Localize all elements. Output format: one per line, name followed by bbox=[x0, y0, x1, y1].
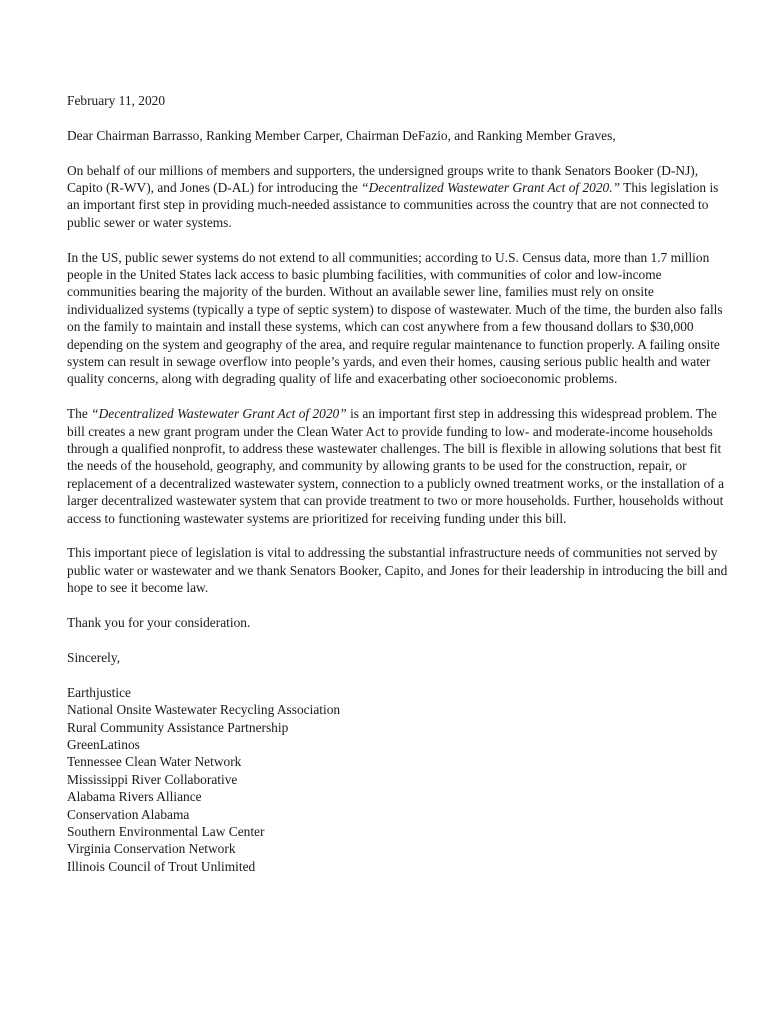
signatory-list bbox=[67, 684, 731, 875]
paragraph-intro-text-2: This legislation is an important first step in providing much-needed assistance to communities across the country that are not connected to public sewer or water systems. bbox=[67, 180, 719, 230]
bill-title: “Decentralized Wastewater Grant Act of 2020.” bbox=[361, 180, 621, 195]
signatory: Mississippi River Collaborative bbox=[67, 771, 238, 787]
signatory: GreenLatinos bbox=[67, 736, 140, 752]
paragraph-bill-details bbox=[67, 405, 731, 527]
paragraph-support: This important piece of legislation is vital to addressing the substantial infrastructure needs of communities not served by public water or wastewater and we thank Senators Booker, Capito, and Jones for their leadership in introducing the bill and hope to see it become law. bbox=[67, 545, 728, 596]
salutation: Dear Chairman Barrasso, Ranking Member Carper, Chairman DeFazio, and Ranking Member Graves, bbox=[67, 127, 616, 143]
letter-page bbox=[67, 92, 731, 875]
paragraph-intro-text: On behalf of our millions of members and supporters, the undersigned groups write to thank Senators Booker (D-NJ), Capito (R-WV), and Jones (D-AL) for introducing the bbox=[67, 162, 699, 195]
signatory: Earthjustice bbox=[67, 684, 131, 700]
bill-title: “Decentralized Wastewater Grant Act of 2020” bbox=[91, 406, 347, 422]
closing: Sincerely, bbox=[67, 649, 121, 665]
signatory: Tennessee Clean Water Network bbox=[67, 754, 242, 770]
paragraph-intro bbox=[67, 162, 731, 232]
signatory: Alabama Rivers Alliance bbox=[67, 789, 202, 805]
signatory: National Onsite Wastewater Recycling Association bbox=[67, 702, 341, 718]
signatory: Illinois Council of Trout Unlimited bbox=[67, 858, 256, 874]
signatory: Southern Environmental Law Center bbox=[67, 823, 265, 839]
paragraph-bill-text-2: is an important first step in addressing this widespread problem. The bill creates a new grant program under the Clean Water Act to provide funding to low- and moderate-income households through a qualified nonprofit, to address these wastewater challenges. The bill is flexible in allowing solutions that best fit the needs of the household, geography, and community by allowing grants to be used for the construction, repair, or replacement of a decentralized wastewater system, connection to a publicly owned treatment works, or the installation of a larger decentralized wastewater system that can provide treatment to two or more households. Further, households without access to functioning wastewater systems are prioritized for receiving funding under this bill. bbox=[67, 406, 725, 526]
signatory: Virginia Conservation Network bbox=[67, 841, 236, 857]
paragraph-background: In the US, public sewer systems do not extend to all communities; according to U.S. Census data, more than 1.7 million people in the United States lack access to basic plumbing facilities, with communities of color and low-income communities bearing the majority of the burden. Without an available sewer line, families must rely on onsite individualized systems (typically a type of septic system) to dispose of wastewater. Much of the time, the burden also falls on the family to maintain and install these systems, which can cost anywhere from a few thousand dollars to $30,000 depending on the system and geography of the area, and require regular maintenance to function properly. A failing onsite system can result in sewage overflow into people’s yards, and even their homes, causing serious public health and water quality concerns, along with degrading quality of life and exacerbating other socioeconomic problems. bbox=[67, 249, 723, 387]
letter-date: February 11, 2020 bbox=[67, 93, 166, 108]
thanks-line: Thank you for your consideration. bbox=[67, 615, 251, 631]
paragraph-bill-text: The bbox=[67, 406, 92, 422]
signatory: Rural Community Assistance Partnership bbox=[67, 719, 289, 735]
signatory: Conservation Alabama bbox=[67, 806, 190, 822]
